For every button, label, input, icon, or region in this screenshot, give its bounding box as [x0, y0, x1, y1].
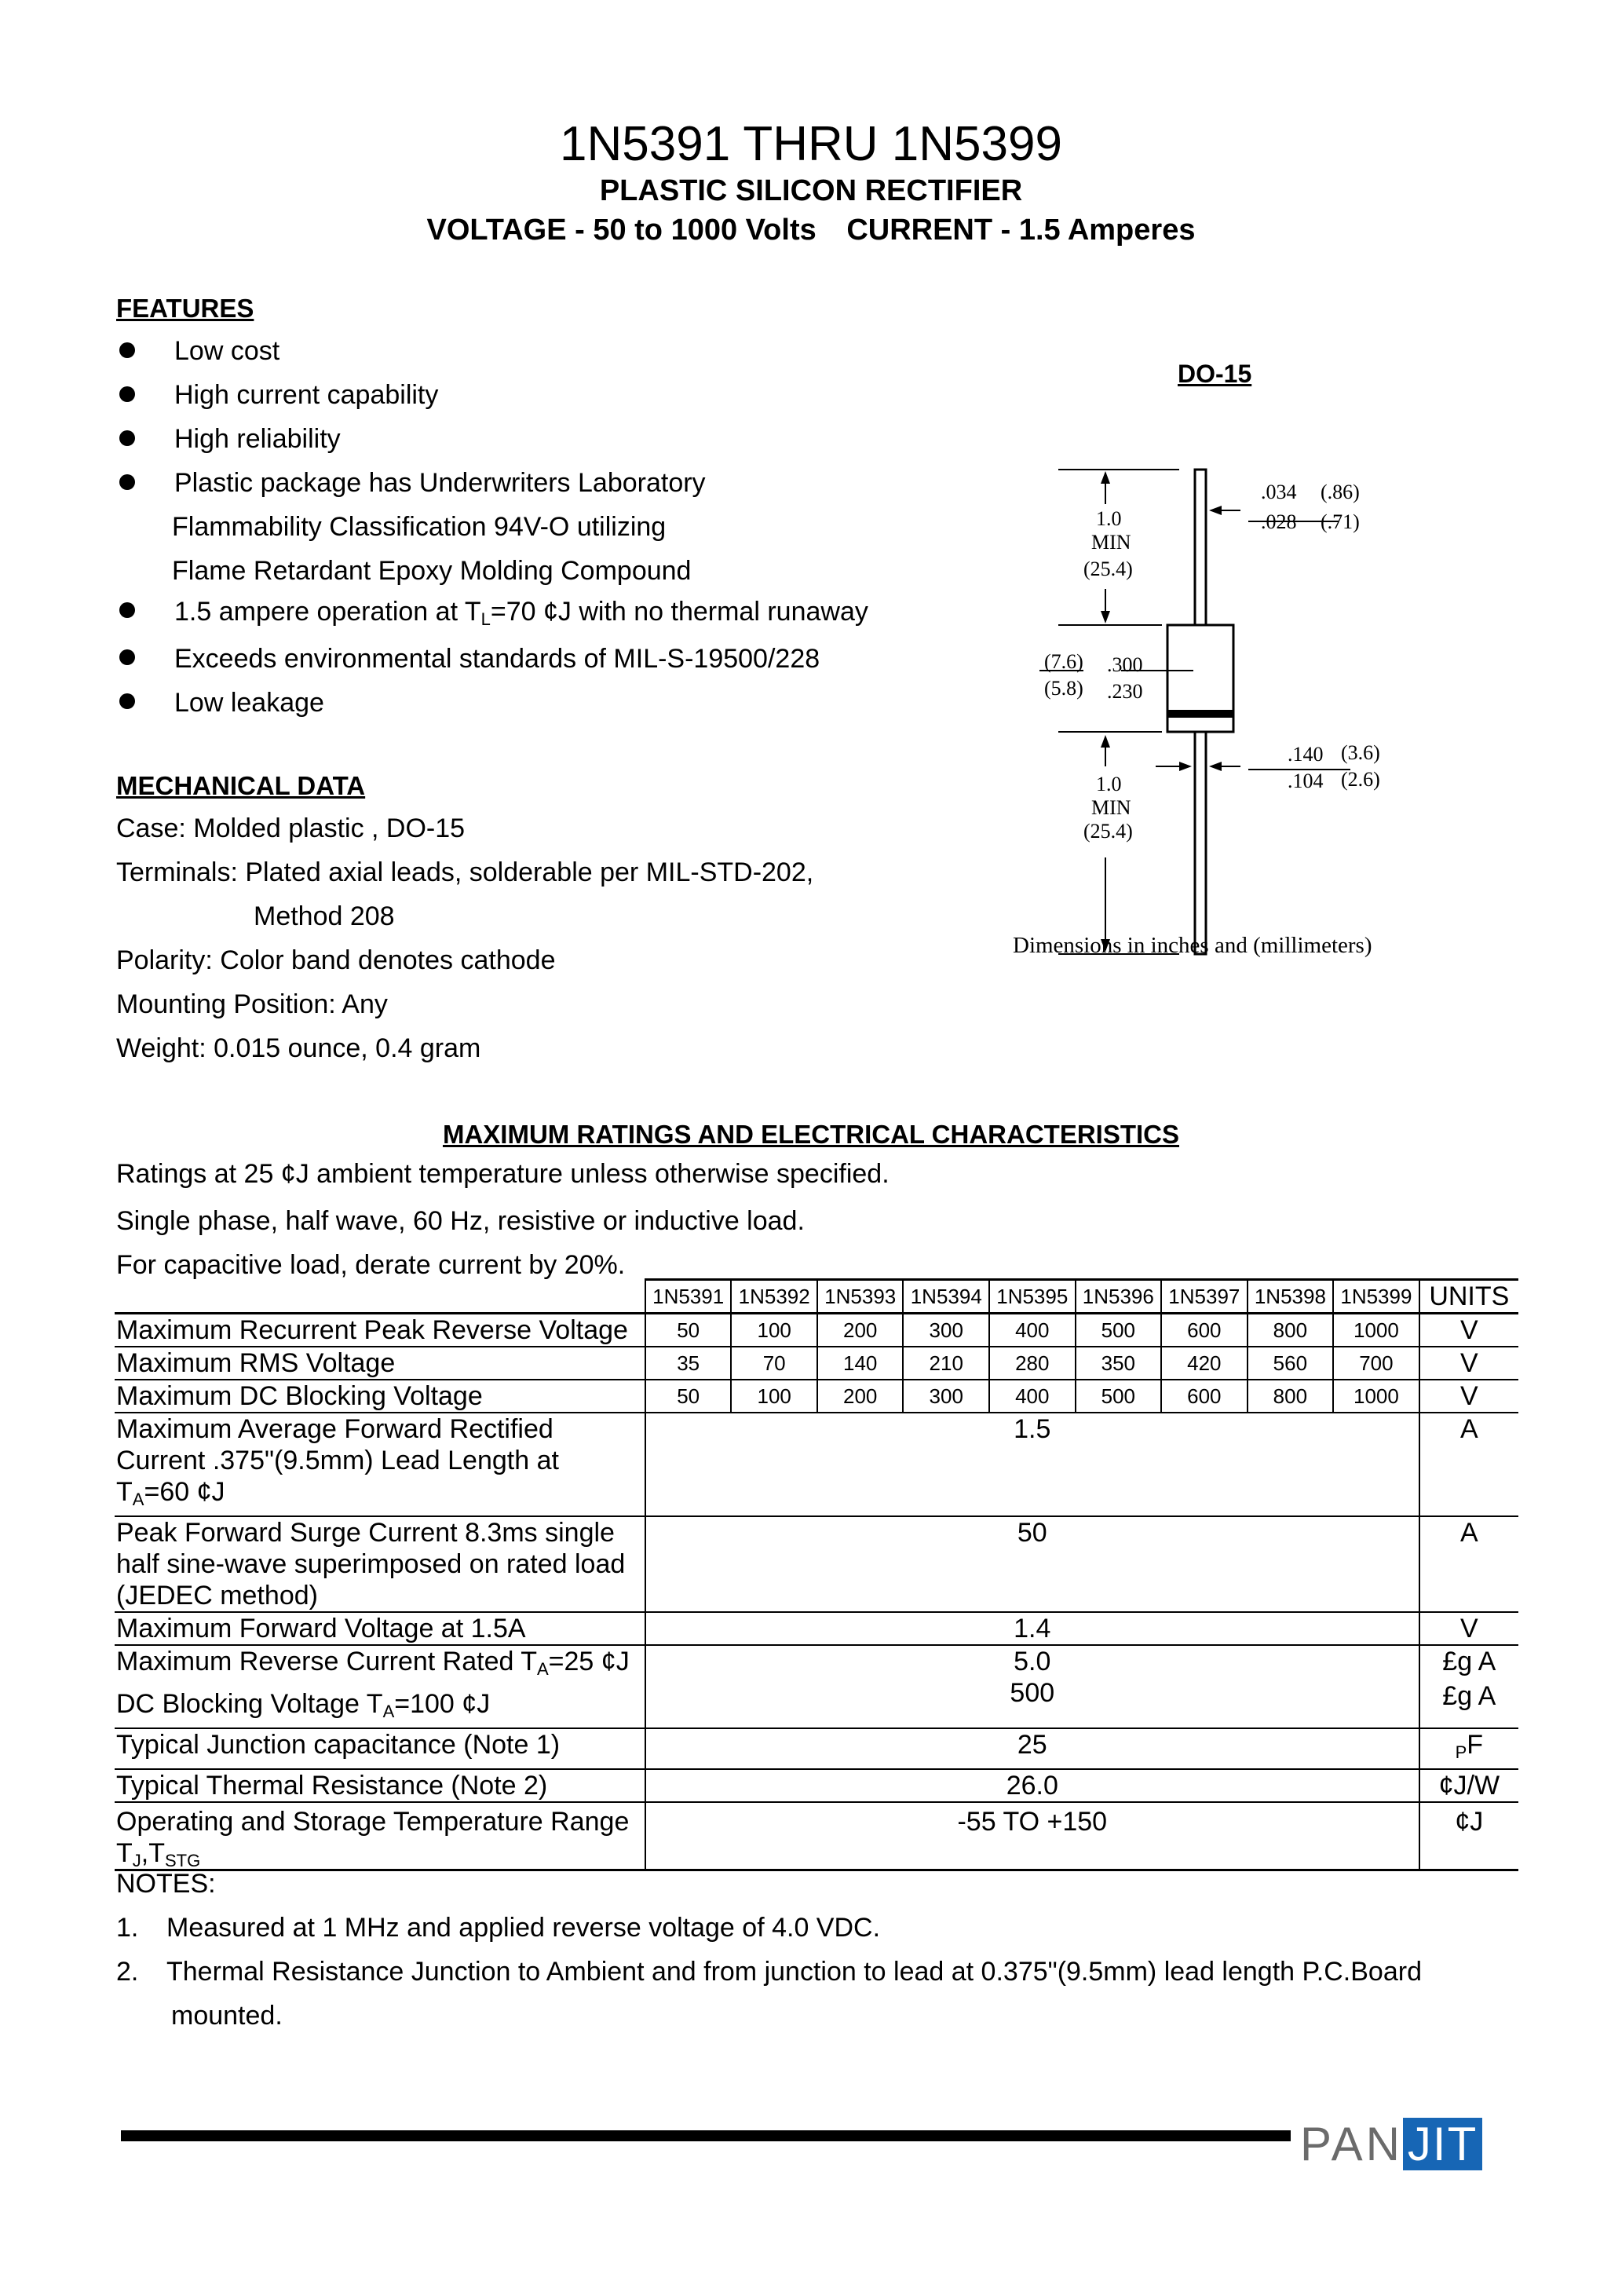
- body-length-max-in: .300: [1107, 653, 1143, 676]
- package-label: DO-15: [1178, 360, 1252, 388]
- body-length-max-mm: (7.6): [1044, 650, 1083, 673]
- cell-unit: ¢J: [1419, 1802, 1518, 1870]
- logo-jit: JIT: [1403, 2118, 1482, 2170]
- body-length-min-in: .230: [1107, 680, 1143, 703]
- cell-value: 1.5: [645, 1413, 1419, 1516]
- ratings-note: Single phase, half wave, 60 Hz, resistive or inductive load.: [116, 1206, 805, 1236]
- feature-item: Low leakage: [174, 688, 324, 718]
- body-dia-max-mm: (3.6): [1341, 741, 1380, 764]
- cell-value: 300: [903, 1314, 989, 1347]
- feature-item: Exceeds environmental standards of MIL-S-19500/228: [174, 644, 820, 674]
- document-title: 1N5391 THRU 1N5399: [560, 117, 1062, 171]
- table-row: [115, 1612, 1518, 1645]
- feature-item-temperature: 1.5 ampere operation at $T_L=70$ ¢J with no thermal runaway: [174, 597, 868, 629]
- row-label: Maximum Reverse Current Rated $T_A=25$ ¢J DC Blocking Voltage $T_A=100$ ¢J: [115, 1645, 645, 1728]
- table-header-blank: [115, 1280, 645, 1314]
- table-header-row: [115, 1280, 1518, 1314]
- cell-unit: ¢J/W: [1419, 1769, 1518, 1802]
- mechanical-heading: MECHANICAL DATA: [116, 771, 366, 800]
- cell-value: 500: [1076, 1314, 1162, 1347]
- row-label: Maximum Forward Voltage at 1.5A: [115, 1612, 645, 1645]
- cell-value: 35: [645, 1347, 732, 1380]
- cell-unit: V: [1419, 1612, 1518, 1645]
- document-subtitle: PLASTIC SILICON RECTIFIER: [599, 174, 1023, 207]
- lead-dia-min-in: .028: [1261, 510, 1297, 533]
- ratings-heading: MAXIMUM RATINGS AND ELECTRICAL CHARACTERISTICS: [442, 1120, 1180, 1149]
- feature-item-continuation: Flame Retardant Epoxy Molding Compound: [172, 556, 692, 586]
- cell-value: 50: [645, 1314, 732, 1347]
- note-text: Measured at 1 MHz and applied reverse voltage of 4.0 VDC.: [166, 1913, 881, 1943]
- bullet-icon: [119, 386, 135, 402]
- cell-unit: $_P$F: [1419, 1728, 1518, 1769]
- table-row: [115, 1516, 1518, 1612]
- cell-value: 200: [817, 1314, 904, 1347]
- part-header: 1N5398: [1248, 1280, 1334, 1314]
- cathode-band: [1167, 710, 1233, 718]
- bullet-icon: [119, 693, 135, 709]
- bottom-lead: [1195, 732, 1206, 954]
- ratings-note: For capacitive load, derate current by 20%.: [116, 1250, 626, 1280]
- features-heading: FEATURES: [116, 294, 254, 323]
- mechanical-line: Case: Molded plastic , DO-15: [116, 813, 466, 843]
- cell-value: 700: [1333, 1347, 1419, 1380]
- cell-value: 560: [1248, 1347, 1334, 1380]
- cell-value: 210: [903, 1347, 989, 1380]
- cell-unit: A: [1419, 1413, 1518, 1516]
- mechanical-line: Terminals: Plated axial leads, solderable per MIL-STD-202,: [116, 857, 814, 887]
- top-lead: [1195, 470, 1206, 641]
- row-label: Operating and Storage Temperature Range $T_J,T_{STG}$: [115, 1802, 645, 1870]
- feature-item: High current capability: [174, 380, 439, 410]
- lead-length-mm: (25.4): [1083, 558, 1133, 580]
- row-label: Maximum Recurrent Peak Reverse Voltage: [115, 1314, 645, 1347]
- part-header: 1N5395: [989, 1280, 1076, 1314]
- table-row: [115, 1380, 1518, 1413]
- lead-dia-max-mm: (.86): [1321, 481, 1360, 503]
- table-row: [115, 1413, 1518, 1516]
- body-dia-max-in: .140: [1288, 743, 1324, 766]
- row-label: Maximum RMS Voltage: [115, 1347, 645, 1380]
- mechanical-line: Mounting Position: Any: [116, 989, 388, 1019]
- units-header: UNITS: [1419, 1280, 1518, 1314]
- cell-value: 50: [645, 1380, 732, 1413]
- row-label: Maximum Average Forward Rectified Current .375"(9.5mm) Lead Length at $T_A=60$ ¢J: [115, 1413, 645, 1516]
- table-row: [115, 1769, 1518, 1802]
- part-header: 1N5391: [645, 1280, 732, 1314]
- note-number: 1.: [116, 1913, 139, 1943]
- cell-value: 100: [731, 1380, 817, 1413]
- cell-unit: V: [1419, 1314, 1518, 1347]
- cell-value: 800: [1248, 1380, 1334, 1413]
- cell-value: 5.0 500: [645, 1645, 1419, 1728]
- feature-item-continuation: Flammability Classification 94V-O utilizing: [172, 512, 667, 542]
- table-row: [115, 1645, 1518, 1728]
- mechanical-line: Method 208: [254, 901, 395, 931]
- part-header: 1N5394: [903, 1280, 989, 1314]
- cell-value: 1000: [1333, 1314, 1419, 1347]
- part-header: 1N5399: [1333, 1280, 1419, 1314]
- mechanical-line: Weight: 0.015 ounce, 0.4 gram: [116, 1033, 481, 1063]
- cell-unit: A: [1419, 1516, 1518, 1612]
- table-row: [115, 1802, 1518, 1870]
- cell-value: 300: [903, 1380, 989, 1413]
- note-number: 2.: [116, 1957, 139, 1987]
- lead-length-min-bottom: MIN: [1091, 796, 1131, 819]
- bullet-icon: [119, 342, 135, 358]
- cell-value: 200: [817, 1380, 904, 1413]
- body-length-min-mm: (5.8): [1044, 677, 1083, 700]
- feature-item: Plastic package has Underwriters Laboratory: [174, 468, 706, 498]
- bullet-icon: [119, 474, 135, 490]
- cell-value: 25: [645, 1728, 1419, 1769]
- cell-value: 50: [645, 1516, 1419, 1612]
- lead-length-inch-bottom: 1.0: [1096, 773, 1122, 795]
- row-label: Typical Thermal Resistance (Note 2): [115, 1769, 645, 1802]
- part-header: 1N5397: [1161, 1280, 1248, 1314]
- bullet-icon: [119, 430, 135, 446]
- note-text-continuation: mounted.: [171, 2001, 283, 2031]
- cell-value: 70: [731, 1347, 817, 1380]
- feature-item: High reliability: [174, 424, 341, 454]
- row-label: Typical Junction capacitance (Note 1): [115, 1728, 645, 1769]
- row-label: Peak Forward Surge Current 8.3ms single half sine-wave superimposed on rated load (JEDEC method): [115, 1516, 645, 1612]
- cell-value: 1.4: [645, 1612, 1419, 1645]
- note-text: Thermal Resistance Junction to Ambient and from junction to lead at 0.375"(9.5mm) lead length P.C.Board: [166, 1957, 1422, 1987]
- cell-value: 1000: [1333, 1380, 1419, 1413]
- lead-dia-max-in: .034: [1261, 481, 1297, 503]
- part-header: 1N5393: [817, 1280, 904, 1314]
- footer-rule: [121, 2130, 1291, 2141]
- feature-item: Low cost: [174, 336, 280, 366]
- body-dia-min-in: .104: [1288, 770, 1324, 792]
- cell-value: 280: [989, 1347, 1076, 1380]
- ratings-note: Ratings at 25 ¢J ambient temperature unless otherwise specified.: [116, 1159, 890, 1189]
- current-rating: CURRENT - 1.5 Amperes: [846, 214, 1196, 247]
- ratings-table: [115, 1278, 1518, 1871]
- cell-value: 140: [817, 1347, 904, 1380]
- panjit-logo: [1300, 2117, 1482, 2171]
- cell-unit: £g A £g A: [1419, 1645, 1518, 1728]
- cell-value: 600: [1161, 1380, 1248, 1413]
- cell-unit: V: [1419, 1380, 1518, 1413]
- cell-value: 500: [1076, 1380, 1162, 1413]
- lead-dia-min-mm: (.71): [1321, 510, 1360, 533]
- voltage-current-line: [0, 214, 1622, 247]
- lead-length-inch: 1.0: [1096, 507, 1122, 530]
- cell-value: 420: [1161, 1347, 1248, 1380]
- logo-pan: PAN: [1300, 2118, 1403, 2170]
- body-dia-min-mm: (2.6): [1341, 768, 1380, 791]
- cell-value: 400: [989, 1314, 1076, 1347]
- cell-value: 350: [1076, 1347, 1162, 1380]
- lead-length-min: MIN: [1091, 531, 1131, 554]
- part-header: 1N5396: [1076, 1280, 1162, 1314]
- voltage-rating: VOLTAGE - 50 to 1000 Volts: [426, 214, 816, 247]
- table-row: [115, 1314, 1518, 1347]
- row-label: Maximum DC Blocking Voltage: [115, 1380, 645, 1413]
- cell-value: 800: [1248, 1314, 1334, 1347]
- cell-value: -55 TO +150: [645, 1802, 1419, 1870]
- bullet-icon: [119, 602, 135, 618]
- diagram-caption: Dimensions in inches and (millimeters): [1013, 933, 1372, 958]
- cell-value: 26.0: [645, 1769, 1419, 1802]
- cell-value: 100: [731, 1314, 817, 1347]
- lead-length-mm-bottom: (25.4): [1083, 820, 1133, 843]
- table-row: [115, 1728, 1518, 1769]
- part-header: 1N5392: [731, 1280, 817, 1314]
- cell-value: 600: [1161, 1314, 1248, 1347]
- table-row: [115, 1347, 1518, 1380]
- cell-unit: V: [1419, 1347, 1518, 1380]
- notes-heading: NOTES:: [116, 1869, 216, 1899]
- mechanical-line: Polarity: Color band denotes cathode: [116, 945, 556, 975]
- bullet-icon: [119, 649, 135, 665]
- cell-value: 400: [989, 1380, 1076, 1413]
